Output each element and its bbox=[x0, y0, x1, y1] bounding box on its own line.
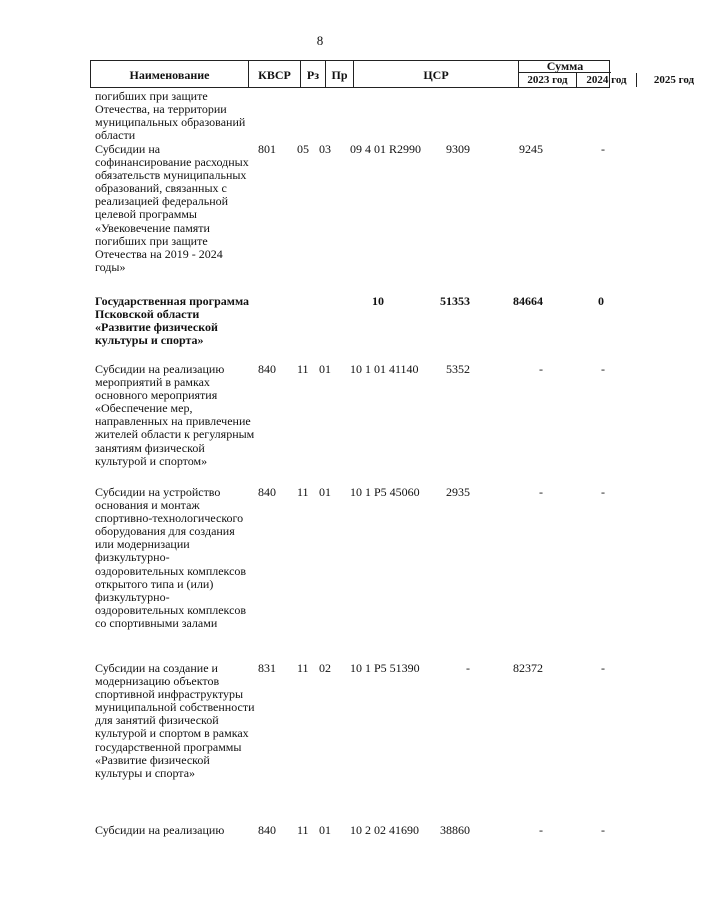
row-2025: - bbox=[601, 661, 605, 675]
header-year-2023: 2023 год bbox=[519, 73, 577, 87]
row-2023: 9309 bbox=[446, 142, 470, 156]
row-csr: 10 1 01 41140 bbox=[350, 362, 419, 376]
row-name: Субсидии на создание и модернизацию объектов спортивной инфраструктуры муниципальной собственности для занятий физической культурой и спортом в рамках государственной программы «Развитие физической культуры и спорта» bbox=[95, 661, 255, 780]
row-rz: 05 bbox=[297, 142, 309, 156]
row-2025: - bbox=[601, 485, 605, 499]
row-2024: - bbox=[539, 823, 543, 837]
header-kvsr: КВСР bbox=[249, 61, 301, 87]
row-csr: 10 1 P5 45060 bbox=[350, 485, 420, 499]
table-header bbox=[90, 59, 695, 88]
row-name: Субсидии на устройство основания и монтаж спортивно-технологического оборудования для создания или модернизации физкультурно-оздоровительных комплексов открытого типа и (или) физкультурно-оздоровительных комплексов со спортивными залами bbox=[95, 485, 247, 630]
row-kvsr: 840 bbox=[258, 485, 276, 499]
row-rz: 11 bbox=[297, 485, 309, 499]
row-2023: - bbox=[466, 661, 470, 675]
row-2023: 2935 bbox=[446, 485, 470, 499]
header-sum: Сумма bbox=[519, 61, 611, 73]
row-2025: - bbox=[601, 823, 605, 837]
row-2025: 0 bbox=[598, 294, 604, 308]
header-year-2024: 2024 год bbox=[577, 73, 637, 87]
row-kvsr: 831 bbox=[258, 661, 276, 675]
row-csr: 10 bbox=[372, 294, 384, 308]
page-number: 8 bbox=[316, 33, 324, 48]
row-pr: 03 bbox=[319, 142, 331, 156]
header-pr: Пр bbox=[326, 61, 354, 87]
row-name: Субсидии на реализацию мероприятий в рамках основного мероприятия «Обеспечение мер, направленных на привлечение жителей области к регулярным занятиям физической культурой и спортом» bbox=[95, 362, 255, 468]
row-name-continuation: погибших при защите Отечества, на территории муниципальных образований области bbox=[95, 89, 246, 143]
row-kvsr: 840 bbox=[258, 823, 276, 837]
row-rz: 11 bbox=[297, 362, 309, 376]
row-2023: 38860 bbox=[440, 823, 470, 837]
row-pr: 01 bbox=[319, 485, 331, 499]
header-name: Наименование bbox=[91, 61, 249, 87]
row-rz: 11 bbox=[297, 661, 309, 675]
row-2024: - bbox=[539, 485, 543, 499]
row-pr: 02 bbox=[319, 661, 331, 675]
row-kvsr: 840 bbox=[258, 362, 276, 376]
row-2024: 84664 bbox=[513, 294, 543, 308]
row-kvsr: 801 bbox=[258, 142, 276, 156]
row-2023: 5352 bbox=[446, 362, 470, 376]
row-2025: - bbox=[601, 142, 605, 156]
header-year-2025: 2025 год bbox=[653, 74, 695, 86]
row-2024: - bbox=[539, 362, 543, 376]
row-name: Субсидии на реализацию bbox=[95, 823, 225, 837]
row-name-program: Государственная программа Псковской области «Развитие физической культуры и спорта» bbox=[95, 294, 250, 348]
row-pr: 01 bbox=[319, 362, 331, 376]
row-name: Субсидии на софинансирование расходных обязательств муниципальных образований, связанных с реализацией федеральной целевой программы «Увековечение памяти погибших при защите Отечества на 2019 - 2024 годы» bbox=[95, 142, 249, 274]
row-2024: 9245 bbox=[519, 142, 543, 156]
row-2024: 82372 bbox=[513, 661, 543, 675]
row-csr: 10 1 P5 51390 bbox=[350, 661, 420, 675]
row-2025: - bbox=[601, 362, 605, 376]
row-pr: 01 bbox=[319, 823, 331, 837]
header-rz: Рз bbox=[301, 61, 326, 87]
row-csr: 09 4 01 R2990 bbox=[350, 142, 422, 156]
header-csr: ЦСР bbox=[354, 61, 519, 87]
row-rz: 11 bbox=[297, 823, 309, 837]
row-2023: 51353 bbox=[440, 294, 470, 308]
row-csr: 10 2 02 41690 bbox=[350, 823, 419, 837]
